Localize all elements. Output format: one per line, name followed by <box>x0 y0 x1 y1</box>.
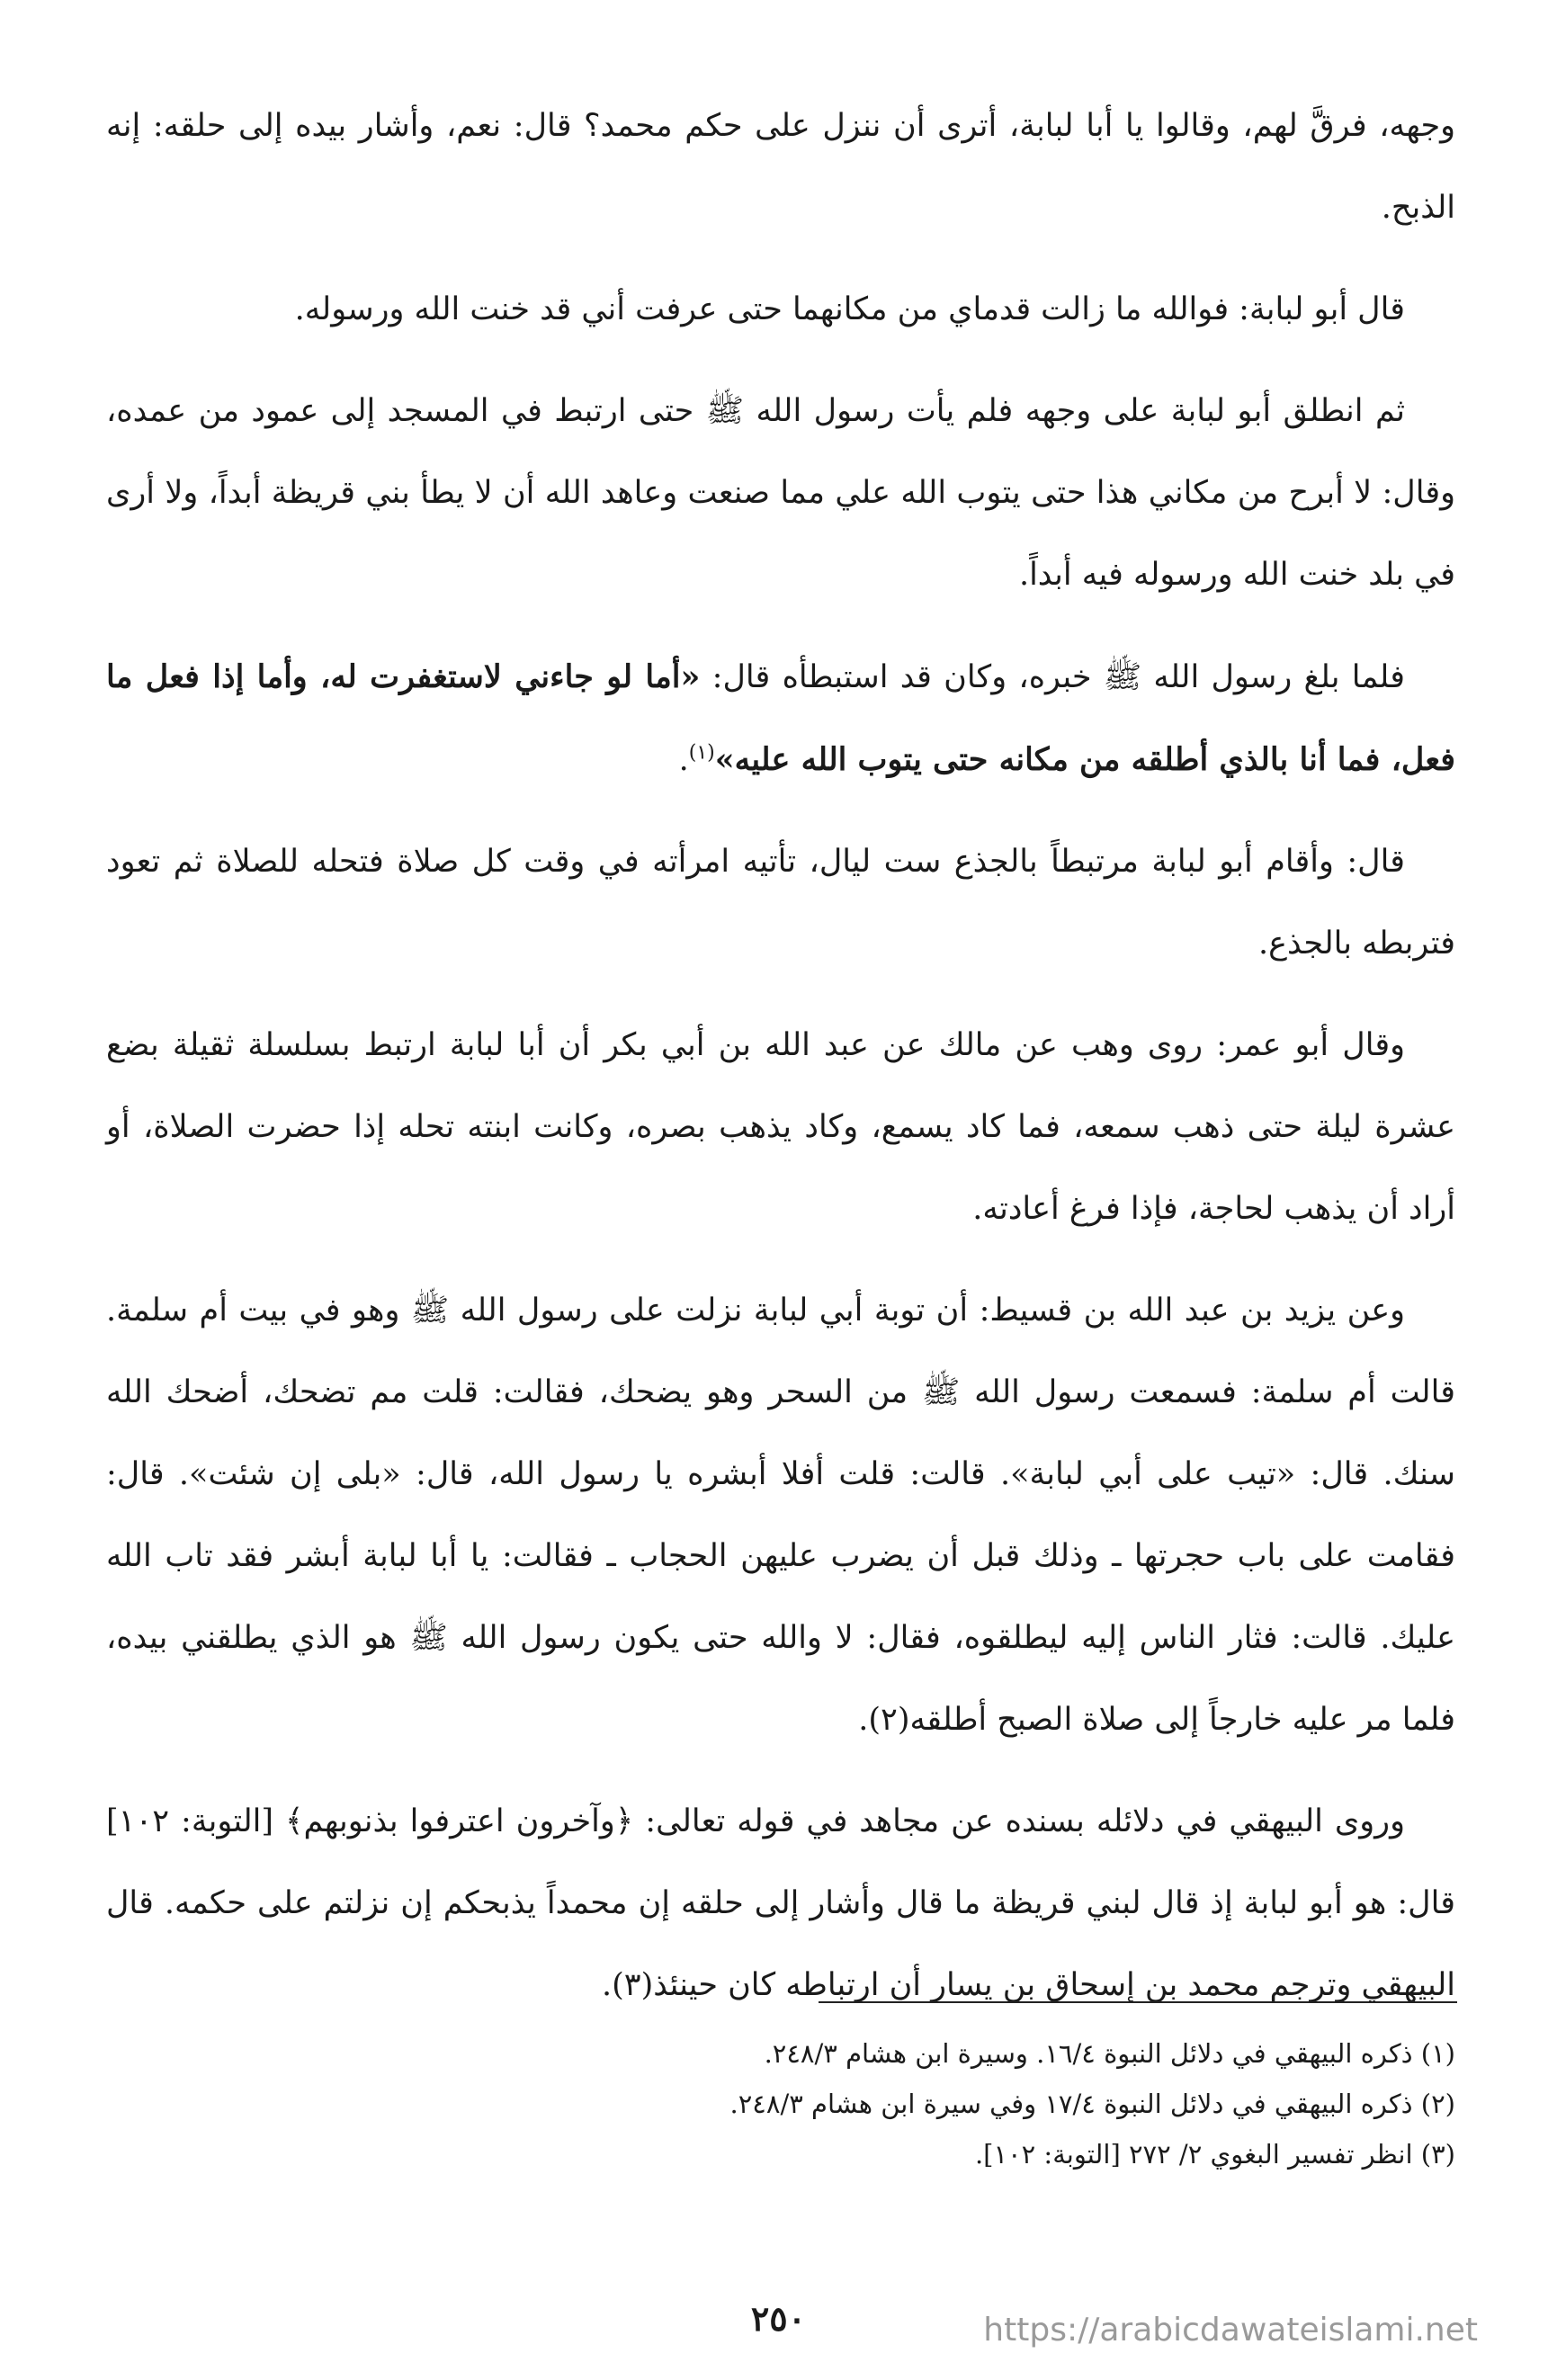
paragraph-5: قال: وأقام أبو لبابة مرتبطاً بالجذع ست ليال، تأتيه امرأته في وقت كل صلاة فتحله للصلاة ثم تعود فتربطه بالجذع. <box>106 844 1455 962</box>
paragraph-8: وروى البيهقي في دلائله بسنده عن مجاهد في قوله تعالى: ﴿وآخرون اعترفوا بذنوبهم﴾ [التوبة: ١٠٢] قال: هو أبو لبابة إذ قال لبني قريظة ما قال وأشار إلى حلقه إن محمداً يذبحكم إن نزلتم على حكمه. قال البيهقي وترجم محمد بن إسحاق بن يسار أن ارتباطه كان حينئذ(٣). <box>106 1803 1455 2003</box>
paragraph-4 <box>106 636 1455 801</box>
footnote-1: (١) ذكره البيهقي في دلائل النبوة ١٦/٤. وسيرة ابن هشام ٢٤٨/٣. <box>764 2038 1455 2069</box>
footnote-2: (٢) ذكره البيهقي في دلائل النبوة ١٧/٤ وفي سيرة ابن هشام ٢٤٨/٣. <box>729 2089 1455 2119</box>
paragraph-7: وعن يزيد بن عبد الله بن قسيط: أن توبة أبي لبابة نزلت على رسول الله ﷺ وهو في بيت أم سلمة. قالت أم سلمة: فسمعت رسول الله ﷺ من السحر وهو يضحك، فقالت: قلت مم تضحك، أضحك الله سنك. قال: «تيب على أبي لبابة». قالت: قلت أفلا أبشره يا رسول الله، قال: «بلى إن شئت». قال: فقامت على باب حجرتها ـ وذلك قبل أن يضرب عليهن الحجاب ـ فقالت: يا أبا لبابة أبشر فقد تاب الله عليك. قالت: فثار الناس إليه ليطلقوه، فقال: لا والله حتى يكون رسول الله ﷺ هو الذي يطلقني بيده، فلما مر عليه خارجاً إلى صلاة الصبح أطلقه(٢). <box>106 1293 1455 1738</box>
hadith-quote: «أما لو جاءني لاستغفرت له، وأما إذا فعل ما فعل، فما أنا بالذي أطلقه من مكانه حتى يتوب الله عليه» <box>106 658 1455 778</box>
paragraph-2: قال أبو لبابة: فوالله ما زالت قدماي من مكانهما حتى عرفت أني قد خنت الله ورسوله. <box>294 291 1405 327</box>
page-number: ٢٥٠ <box>750 2298 807 2339</box>
footnote-ref-1: (١) <box>688 741 715 765</box>
footnotes <box>106 2028 1455 2179</box>
paragraph-3: ثم انطلق أبو لبابة على وجهه فلم يأت رسول الله ﷺ حتى ارتبط في المسجد إلى عمود من عمده، وقال: لا أبرح من مكاني هذا حتى يتوب الله علي مما صنعت وعاهد الله أن لا يطأ بني قريظة أبداً، ولا أرى في بلد خنت الله ورسوله فيه أبداً. <box>106 393 1455 593</box>
paragraph-4-end: . <box>678 742 689 778</box>
main-text <box>106 85 1455 2046</box>
paragraph-1: وجهه، فرقَّ لهم، وقالوا يا أبا لبابة، أترى أن ننزل على حكم محمد؟ قال: نعم، وأشار بيده إلى حلقه: إنه الذبح. <box>106 108 1455 226</box>
footnote-separator <box>819 2001 1457 2003</box>
watermark-url: https://arabicdawateislami.net <box>983 2312 1478 2349</box>
paragraph-6: وقال أبو عمر: روى وهب عن مالك عن عبد الله بن أبي بكر أن أبا لبابة ارتبط بسلسلة ثقيلة بضع عشرة ليلة حتى ذهب سمعه، فما كاد يسمع، وكاد يذهب بصره، وكانت ابنته تحله إذا حضرت الصلاة، أو أراد أن يذهب لحاجة، فإذا فرغ أعادته. <box>106 1027 1455 1227</box>
footnote-3: (٣) انظر تفسير البغوي ٢/ ٢٧٢ [التوبة: ١٠٢]. <box>974 2139 1455 2170</box>
paragraph-4-lead: فلما بلغ رسول الله ﷺ خبره، وكان قد استبطأه قال: <box>700 659 1405 695</box>
